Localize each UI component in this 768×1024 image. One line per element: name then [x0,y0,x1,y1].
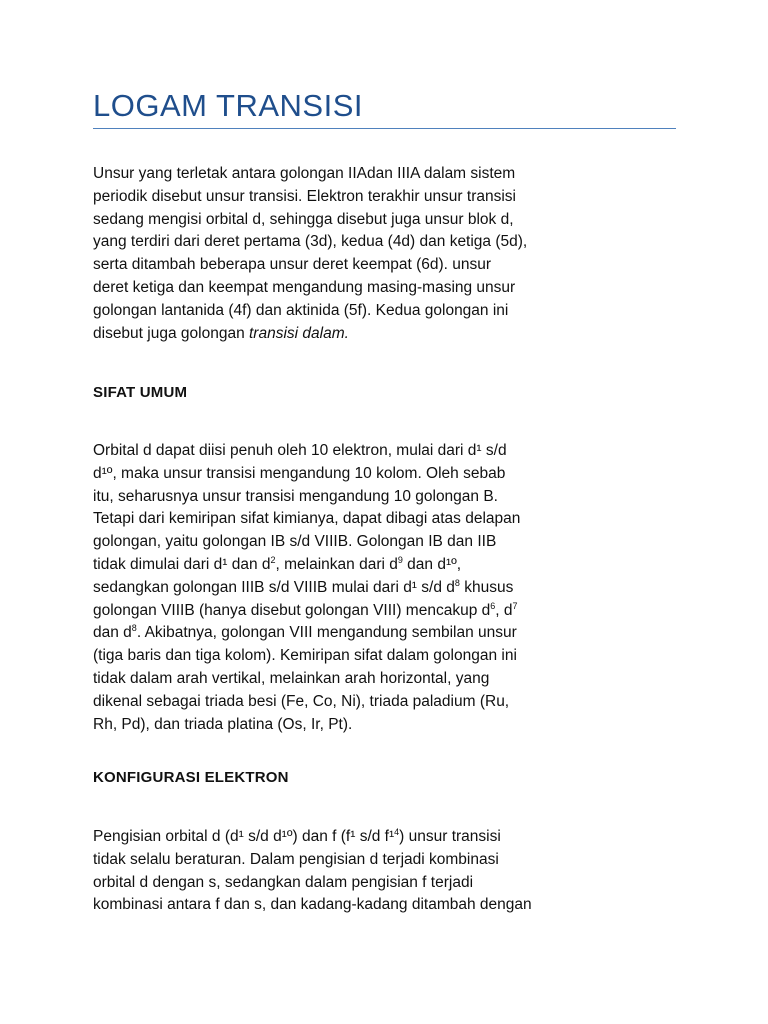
text-line: Unsur yang terletak antara golongan IIAdan IIIA dalam sistem [93,165,516,182]
title-underline [93,128,676,129]
text-line: d¹º, maka unsur transisi mengandung 10 kolom. Oleh sebab [93,464,506,482]
text-segment: , melainkan dari d [275,555,398,573]
superscript: 8 [131,623,137,634]
intro-paragraph [93,163,613,345]
text-line: serta ditambah beberapa unsur deret keempat (6d). unsur [93,256,492,274]
superscript: 7 [512,600,518,611]
text-segment: tidak dimulai dari d¹ dan d [93,555,271,573]
text-segment: Pengisian orbital d (d¹ s/d d¹º) dan f (f¹ s/d f¹ [93,828,395,845]
text-line [93,323,613,346]
italic-term: transisi dalam. [249,324,349,342]
sifat-umum-paragraph [93,440,613,736]
text-segment: sedangkan golongan IIIB s/d VIIIB mulai dari d¹ s/d d [93,578,455,596]
text-line: tidak selalu beraturan. Dalam pengisian d terjadi kombinasi [93,850,499,868]
superscript: 4 [394,826,400,837]
text-line: golongan lantanida (4f) dan aktinida (5f). Kedua golongan ini [93,301,509,319]
section-heading-sifat-umum: SIFAT UMUM [93,384,188,401]
text-line: Rh, Pd), dan triada platina (Os, Ir, Pt). [93,715,353,733]
text-line: tidak dalam arah vertikal, melainkan arah horizontal, yang [93,669,490,687]
text-line [93,622,613,645]
text-line: orbital d dengan s, sedangkan dalam pengisian f terjadi [93,873,474,891]
text-line: golongan, yaitu golongan IB s/d VIIIB. Golongan IB dan IIB [93,533,497,551]
superscript: 2 [270,554,276,565]
text-segment: . Akibatnya, golongan VIII mengandung sembilan unsur [136,624,517,642]
text-segment: dan d¹º, [402,555,462,573]
text-line: periodik disebut unsur transisi. Elektron terakhir unsur transisi [93,187,516,205]
text-segment: khusus [459,578,514,596]
text-line: kombinasi antara f dan s, dan kadang-kadang ditambah dengan [93,896,532,914]
text-line: (tiga baris dan tiga kolom). Kemiripan sifat dalam golongan ini [93,647,517,665]
text-line: Orbital d dapat diisi penuh oleh 10 elektron, mulai dari d¹ s/d [93,442,507,459]
text-line [93,600,613,623]
text-segment: , d [495,601,513,619]
text-line: deret ketiga dan keempat mengandung masing-masing unsur [93,278,516,296]
text-line: sedang mengisi orbital d, sehingga disebut juga unsur blok d, [93,210,514,228]
section-heading-konfigurasi-elektron: KONFIGURASI ELEKTRON [93,769,289,786]
superscript: 6 [490,600,496,611]
text-line: Tetapi dari kemiripan sifat kimianya, dapat dibagi atas delapan [93,510,521,528]
text-line [93,577,613,600]
superscript: 9 [397,554,403,565]
text-line: itu, seharusnya unsur transisi mengandung 10 golongan B. [93,487,498,505]
text-segment: dan d [93,624,132,642]
text-line: dikenal sebagai triada besi (Fe, Co, Ni), triada paladium (Ru, [93,692,510,710]
page-title: LOGAM TRANSISI [93,88,363,123]
text-segment: golongan VIIIB (hanya disebut golongan VIII) mencakup d [93,601,491,619]
text-line: yang terdiri dari deret pertama (3d), kedua (4d) dan ketiga (5d), [93,233,528,251]
text-line [93,826,613,849]
text-segment: ) unsur transisi [399,828,501,845]
text-segment: disebut juga golongan [93,324,249,342]
superscript: 8 [454,577,460,588]
text-line [93,554,613,577]
konfigurasi-paragraph [93,826,613,917]
